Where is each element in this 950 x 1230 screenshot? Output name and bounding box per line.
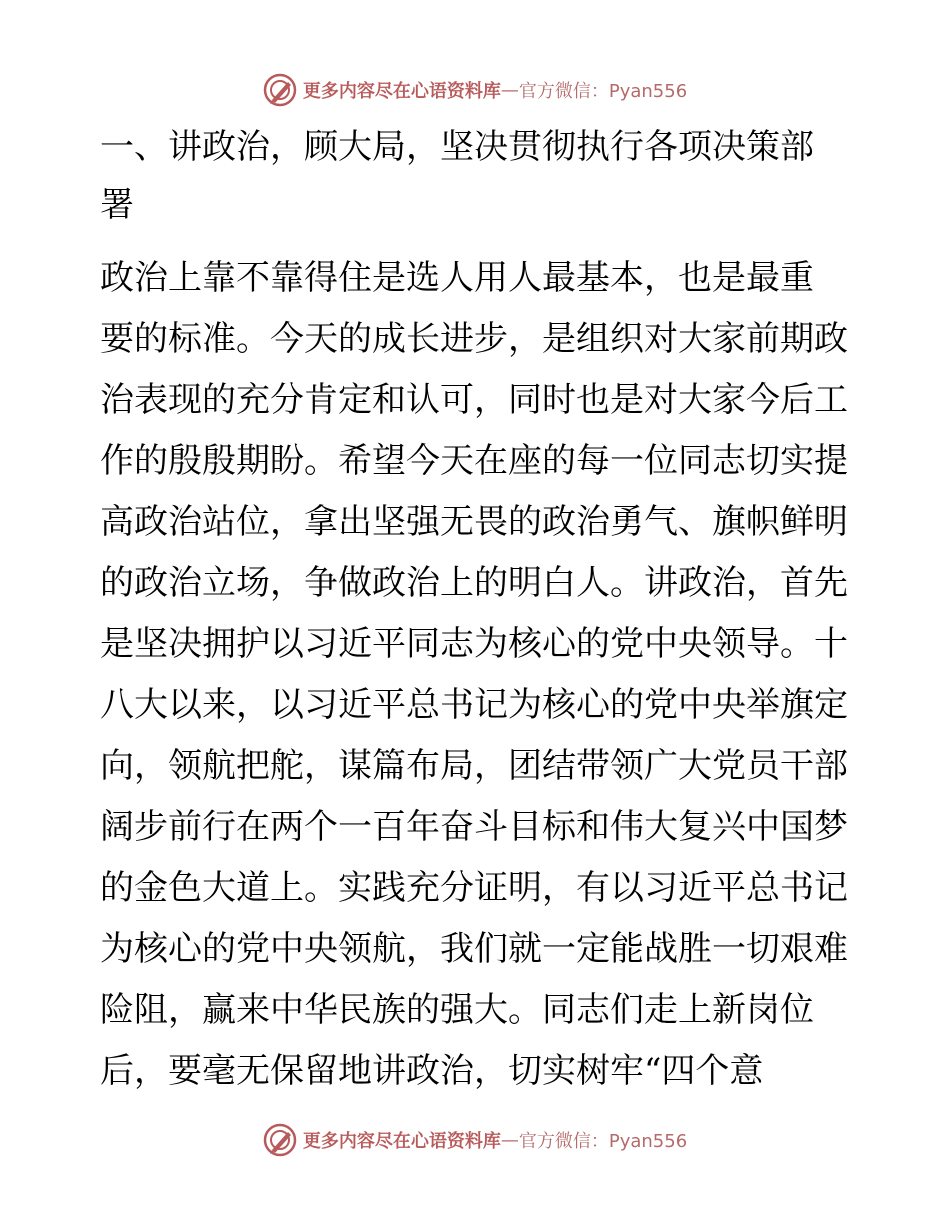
watermark-dash: — (500, 79, 519, 101)
watermark-title: 更多内容尽在心语资料库 (302, 1131, 501, 1152)
paragraph-line: 向，领航把舵，谋篇布局，团结带领广大党员干部 (100, 746, 848, 786)
paragraph-line: 是坚决拥护以习近平同志为核心的党中央领导。十 (100, 624, 848, 664)
paragraph-line: 后，要毫无保留地讲政治，切实树牢“四个意 (100, 1051, 764, 1091)
paragraph-line: 要的标准。今天的成长进步，是组织对大家前期政 (100, 319, 848, 359)
paragraph-line: 的政治立场，争做政治上的明白人。讲政治，首先 (100, 563, 848, 603)
heading-line: 署 (100, 185, 134, 225)
pen-logo-icon (263, 73, 297, 107)
paragraph-line: 作的殷殷期盼。希望今天在座的每一位同志切实提 (100, 441, 848, 481)
paragraph-line: 险阻，赢来中华民族的强大。同志们走上新岗位 (100, 990, 814, 1030)
body-paragraph (100, 248, 860, 1102)
paragraph-line: 阔步前行在两个一百年奋斗目标和伟大复兴中国梦 (100, 807, 848, 847)
watermark-dash: — (500, 1129, 519, 1151)
paragraph-line: 八大以来，以习近平总书记为核心的党中央举旗定 (100, 685, 848, 725)
footer-watermark (0, 1120, 950, 1160)
header-watermark (0, 70, 950, 110)
paragraph-line: 的金色大道上。实践充分证明，有以习近平总书记 (100, 868, 848, 908)
watermark-wechat: 官方微信：Pyan556 (518, 1131, 688, 1152)
paragraph-line: 治表现的充分肯定和认可，同时也是对大家今后工 (100, 380, 848, 420)
section-heading (100, 118, 860, 234)
paragraph-line: 为核心的党中央领航，我们就一定能战胜一切艰难 (100, 929, 848, 969)
watermark-wechat: 官方微信：Pyan556 (518, 81, 688, 102)
pen-logo-icon (263, 1123, 297, 1157)
paragraph-line: 政治上靠不靠得住是选人用人最基本，也是最重 (100, 258, 814, 298)
watermark-title: 更多内容尽在心语资料库 (302, 81, 501, 102)
paragraph-line: 高政治站位，拿出坚强无畏的政治勇气、旗帜鲜明 (100, 502, 848, 542)
heading-line: 一、讲政治，顾大局，坚决贯彻执行各项决策部 (100, 127, 814, 167)
